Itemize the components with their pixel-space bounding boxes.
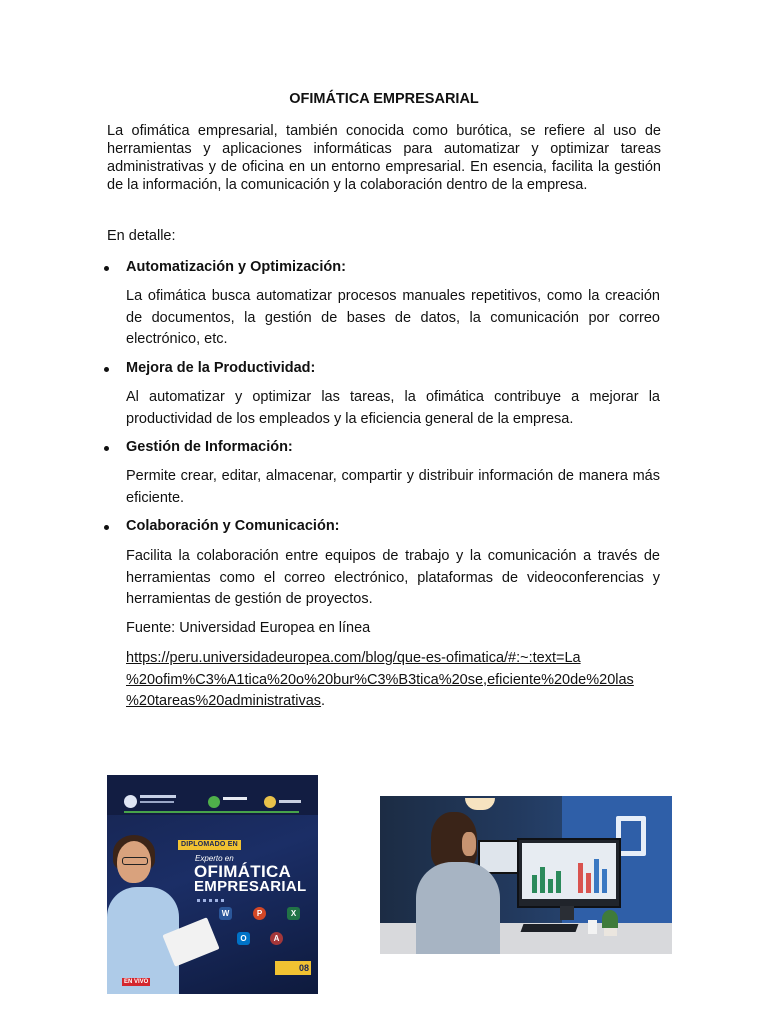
source-link-period: .	[321, 693, 326, 709]
bullet-body: Facilita la colaboración entre equipos de trabajo y la comunicación a través de herramientas como el correo electrónico, plataformas de videoconferencias y herramientas de gestión de proyectos.	[126, 548, 660, 607]
decorative-dots	[197, 899, 227, 902]
person-body	[416, 862, 500, 954]
university-logo-icon	[124, 795, 137, 808]
excel-icon: X	[287, 907, 300, 920]
bullet-body: Al automatizar y optimizar las tareas, la ofimática contribuye a mejorar la productividad de los empleados y la eficiencia general de la empresa.	[126, 389, 660, 427]
cup-icon	[588, 920, 597, 934]
ceiling-lamp-icon	[465, 798, 495, 810]
monitor-stand	[560, 906, 574, 920]
source-link-line: https://peru.universidadeuropea.com/blog/que-es-ofimatica/#:~:text=La	[126, 650, 581, 666]
main-monitor	[517, 838, 621, 908]
access-icon: A	[270, 932, 283, 945]
bullet-dot	[104, 525, 109, 530]
screen-chart-bar	[586, 873, 591, 893]
partner-logo-icon	[208, 796, 220, 808]
poster-subtitle: Experto en	[195, 854, 234, 863]
bullet-body: Permite crear, editar, almacenar, compartir y distribuir información de manera más eficiente.	[126, 468, 660, 506]
outlook-icon: O	[237, 932, 250, 945]
intro-paragraph: La ofimática empresarial, también conocida como burótica, se refiere al uso de herramientas y aplicaciones informáticas para automatizar y optimizar tareas administrativas y de oficina en un entorno empresarial. En esencia, facilita la gestión de la información, la comunicación y la colaboración dentro de la empresa.	[107, 123, 661, 193]
poster-date: 08	[275, 961, 311, 975]
logo-text-line	[140, 801, 174, 803]
source-link[interactable]	[126, 650, 634, 709]
word-icon: W	[219, 907, 232, 920]
screen-chart-bar	[594, 859, 599, 893]
bullet-body: La ofimática busca automatizar procesos manuales repetitivos, como la creación de documentos, la gestión de bases de datos, la comunicación por correo electrónico, etc.	[126, 288, 660, 347]
source-link-paragraph	[126, 648, 666, 713]
logo-text-line	[279, 800, 301, 803]
screen-chart-bar	[548, 879, 553, 893]
poster-title-line1: OFIMÁTICA	[194, 862, 292, 881]
partner-seal-icon	[264, 796, 276, 808]
glasses-icon	[122, 857, 148, 865]
logo-text-line	[140, 795, 176, 798]
bullet-heading: Automatización y Optimización:	[126, 259, 346, 275]
document-title: OFIMÁTICA EMPRESARIAL	[289, 91, 479, 107]
bullet-dot	[104, 266, 109, 271]
source-label: Fuente: Universidad Europea en línea	[126, 620, 371, 636]
person-face	[462, 832, 476, 856]
office-worker-photo	[380, 796, 672, 954]
plant-icon	[602, 910, 618, 928]
screen-chart-bar	[556, 871, 561, 893]
screen-chart-bar	[578, 863, 583, 893]
poster-badge: DIPLOMADO EN	[178, 840, 241, 850]
powerpoint-icon: P	[253, 907, 266, 920]
live-badge: EN VIVO	[124, 979, 149, 985]
bullet-heading: Mejora de la Productividad:	[126, 360, 316, 376]
detail-label: En detalle:	[107, 228, 176, 244]
header-divider	[124, 811, 299, 813]
keyboard-icon	[521, 924, 579, 932]
logo-text-line	[223, 797, 247, 800]
bullet-dot	[104, 446, 109, 451]
screen-chart-bar	[602, 869, 607, 893]
bullet-dot	[104, 367, 109, 372]
screen-chart-bar	[532, 875, 537, 893]
poster-header-bar	[107, 775, 318, 815]
course-poster-image	[107, 775, 318, 994]
poster-title-line2: EMPRESARIAL	[194, 878, 307, 895]
bullet-heading: Colaboración y Comunicación:	[126, 518, 340, 534]
source-link-line: %20ofim%C3%A1tica%20o%20bur%C3%B3tica%20se,eficiente%20de%20las	[126, 671, 634, 688]
source-link-line: %20tareas%20administrativas	[126, 693, 322, 709]
bullet-heading: Gestión de Información:	[126, 439, 293, 455]
monitor-screen	[522, 843, 616, 899]
screen-chart-bar	[540, 867, 545, 893]
